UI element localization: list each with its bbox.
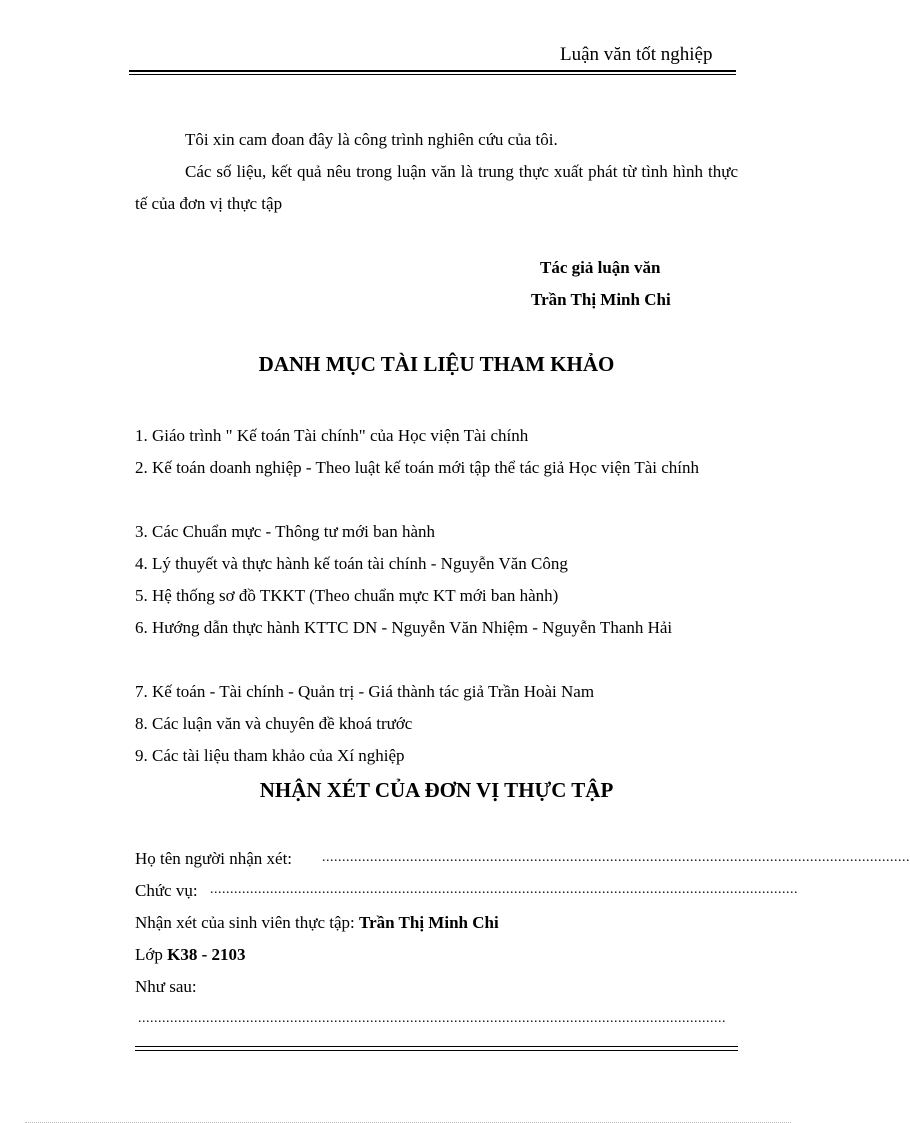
page-header-title: Luận văn tốt nghiệp bbox=[560, 44, 713, 65]
reviewer-dots: ................................................................................................................................................... bbox=[322, 850, 910, 865]
declaration-line-1: Tôi xin cam đoan đây là công trình nghiên cứu của tôi. bbox=[185, 130, 558, 149]
class-value: K38 - 2103 bbox=[167, 945, 246, 964]
header-rule-thin bbox=[129, 74, 736, 75]
reference-item: 7. Kế toán - Tài chính - Quản trị - Giá thành tác giả Trần Hoài Nam bbox=[135, 682, 595, 701]
student-line bbox=[135, 907, 499, 939]
class-label: Lớp bbox=[135, 945, 163, 964]
position-label: Chức vụ: bbox=[135, 881, 198, 900]
footer-rule bbox=[135, 1046, 738, 1047]
declaration-line-2: Các số liệu, kết quả nêu trong luận văn là trung thực xuất phát từ tình hình thực tế của đơn vị thực tập bbox=[135, 162, 738, 213]
reference-item: 6. Hướng dẫn thực hành KTTC DN - Nguyễn Văn Nhiệm - Nguyễn Thanh Hải bbox=[135, 618, 673, 637]
position-dots: ................................................................................................................................................... bbox=[210, 882, 798, 897]
reference-item: 8. Các luận văn và chuyên đề khoá trước bbox=[135, 714, 413, 733]
review-title: NHẬN XÉT CỦA ĐƠN VỊ THỰC TẬP bbox=[259, 778, 614, 802]
reference-item: 4. Lý thuyết và thực hành kế toán tài chính - Nguyễn Văn Công bbox=[135, 554, 568, 573]
reference-item: 3. Các Chuẩn mực - Thông tư mới ban hành bbox=[135, 522, 435, 541]
reference-item: 2. Kế toán doanh nghiệp - Theo luật kế toán mới tập thể tác giả Học viện Tài chính bbox=[135, 458, 700, 477]
signature-name: Trần Thị Minh Chi bbox=[531, 290, 671, 309]
class-line bbox=[135, 939, 246, 971]
student-name: Trần Thị Minh Chi bbox=[359, 913, 499, 932]
reference-item: 9. Các tài liệu tham khảo của Xí nghiệp bbox=[135, 746, 405, 765]
references-title: DANH MỤC TÀI LIỆU THAM KHẢO bbox=[258, 352, 615, 376]
reference-item: 5. Hệ thống sơ đồ TKKT (Theo chuẩn mực KT mới ban hành) bbox=[135, 586, 559, 605]
comment-dots: ................................................................................................................................................... bbox=[138, 1011, 726, 1026]
reference-item: 1. Giáo trình " Kế toán Tài chính" của Học viện Tài chính bbox=[135, 426, 529, 445]
signature-role: Tác giả luận văn bbox=[540, 258, 661, 277]
reviewer-label: Họ tên người nhận xét: bbox=[135, 849, 293, 868]
student-label: Nhận xét của sinh viên thực tập: bbox=[135, 913, 355, 932]
as-follows-label: Như sau: bbox=[135, 977, 197, 996]
footer-rule-thin bbox=[135, 1050, 738, 1051]
header-rule bbox=[129, 70, 736, 72]
